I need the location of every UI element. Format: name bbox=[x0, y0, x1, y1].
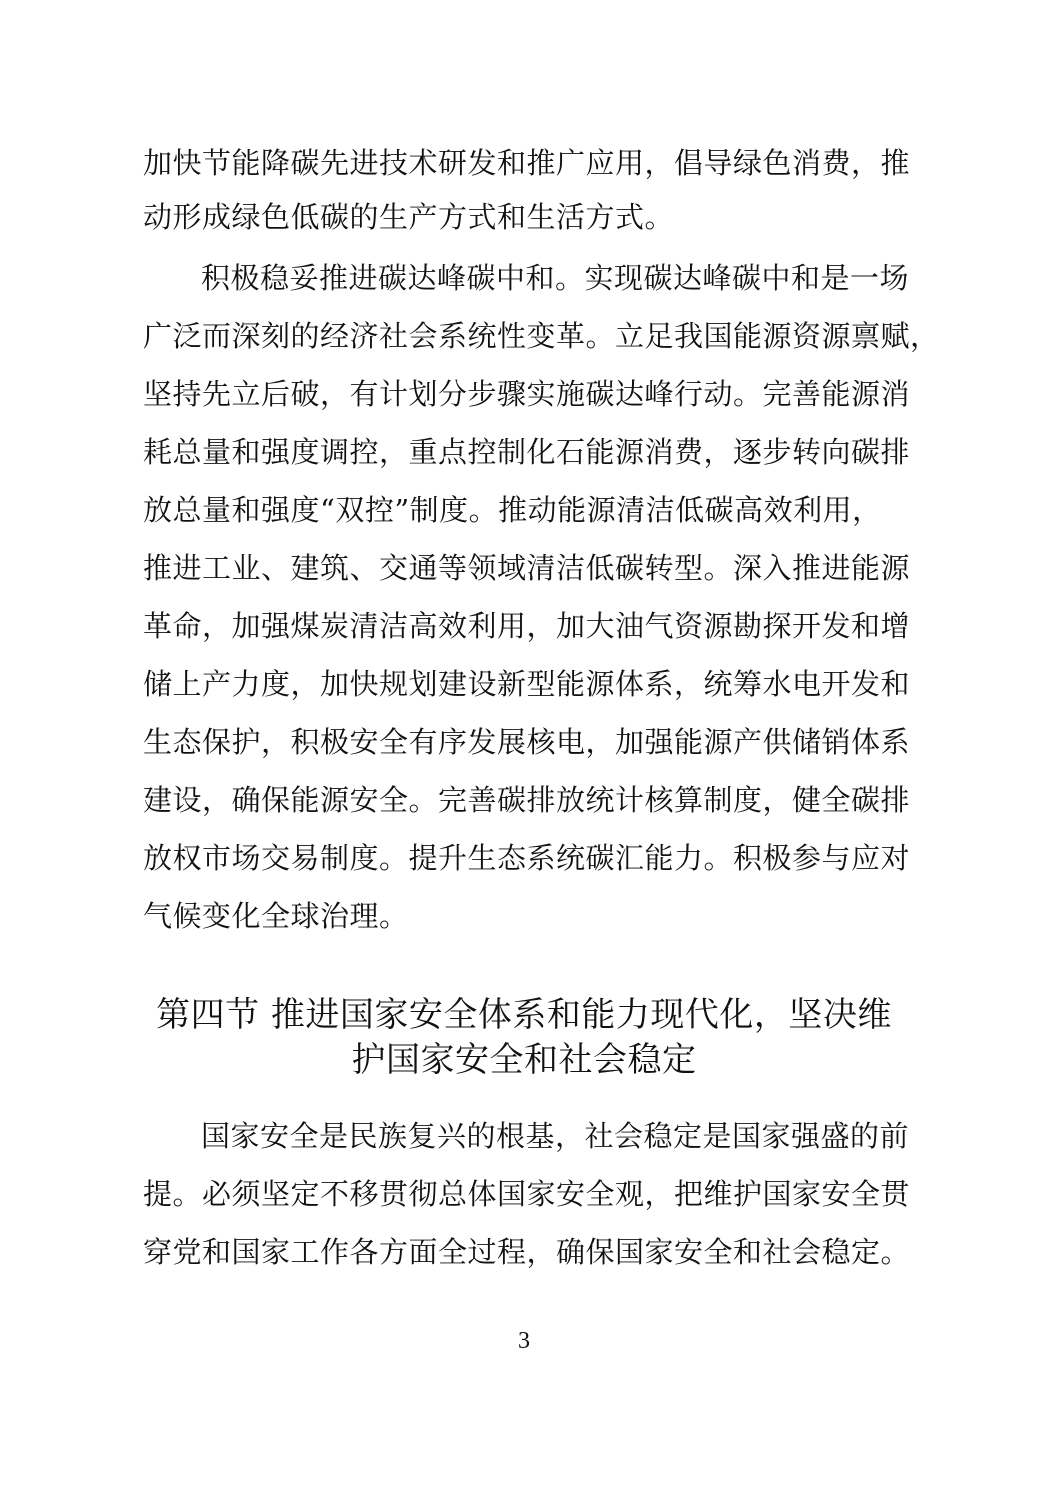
body-text-line: 积极稳妥推进碳达峰碳中和。实现碳达峰碳中和是一场 bbox=[201, 261, 910, 295]
body-text-line: 耗总量和强度调控，重点控制化石能源消费，逐步转向碳排 bbox=[143, 435, 911, 469]
body-text-line: 放权市场交易制度。提升生态系统碳汇能力。积极参与应对 bbox=[143, 841, 911, 875]
body-text-line: 推进工业、建筑、交通等领域清洁低碳转型。深入推进能源 bbox=[143, 551, 911, 585]
body-text-line: 坚持先立后破，有计划分步骤实施碳达峰行动。完善能源消 bbox=[143, 377, 911, 411]
body-text-line: 储上产力度，加快规划建设新型能源体系，统筹水电开发和 bbox=[143, 667, 911, 701]
body-text-line: 广泛而深刻的经济社会系统性变革。立足我国能源资源禀赋， bbox=[143, 319, 940, 353]
body-text-line: 放总量和强度“双控”制度。推动能源清洁低碳高效利用， bbox=[143, 493, 882, 527]
body-text-line: 加快节能降碳先进技术研发和推广应用，倡导绿色消费，推 bbox=[143, 146, 911, 180]
body-text-line: 提。必须坚定不移贯彻总体国家安全观，把维护国家安全贯 bbox=[143, 1177, 911, 1211]
body-text-line: 建设，确保能源安全。完善碳排放统计核算制度，健全碳排 bbox=[143, 783, 911, 817]
body-text-line: 动形成绿色低碳的生产方式和生活方式。 bbox=[143, 200, 675, 234]
body-text-line: 国家安全是民族复兴的根基，社会稳定是国家强盛的前 bbox=[201, 1119, 910, 1153]
section-heading: 护国家安全和社会稳定 bbox=[351, 1040, 697, 1080]
page-number: 3 bbox=[518, 1328, 530, 1354]
section-heading: 第四节 推进国家安全体系和能力现代化，坚决维 bbox=[156, 995, 892, 1035]
body-text-line: 革命，加强煤炭清洁高效利用，加大油气资源勘探开发和增 bbox=[143, 609, 911, 643]
body-text-line: 气候变化全球治理。 bbox=[143, 899, 409, 933]
body-text-line: 穿党和国家工作各方面全过程，确保国家安全和社会稳定。 bbox=[143, 1235, 911, 1269]
body-text-line: 生态保护，积极安全有序发展核电，加强能源产供储销体系 bbox=[143, 725, 911, 759]
